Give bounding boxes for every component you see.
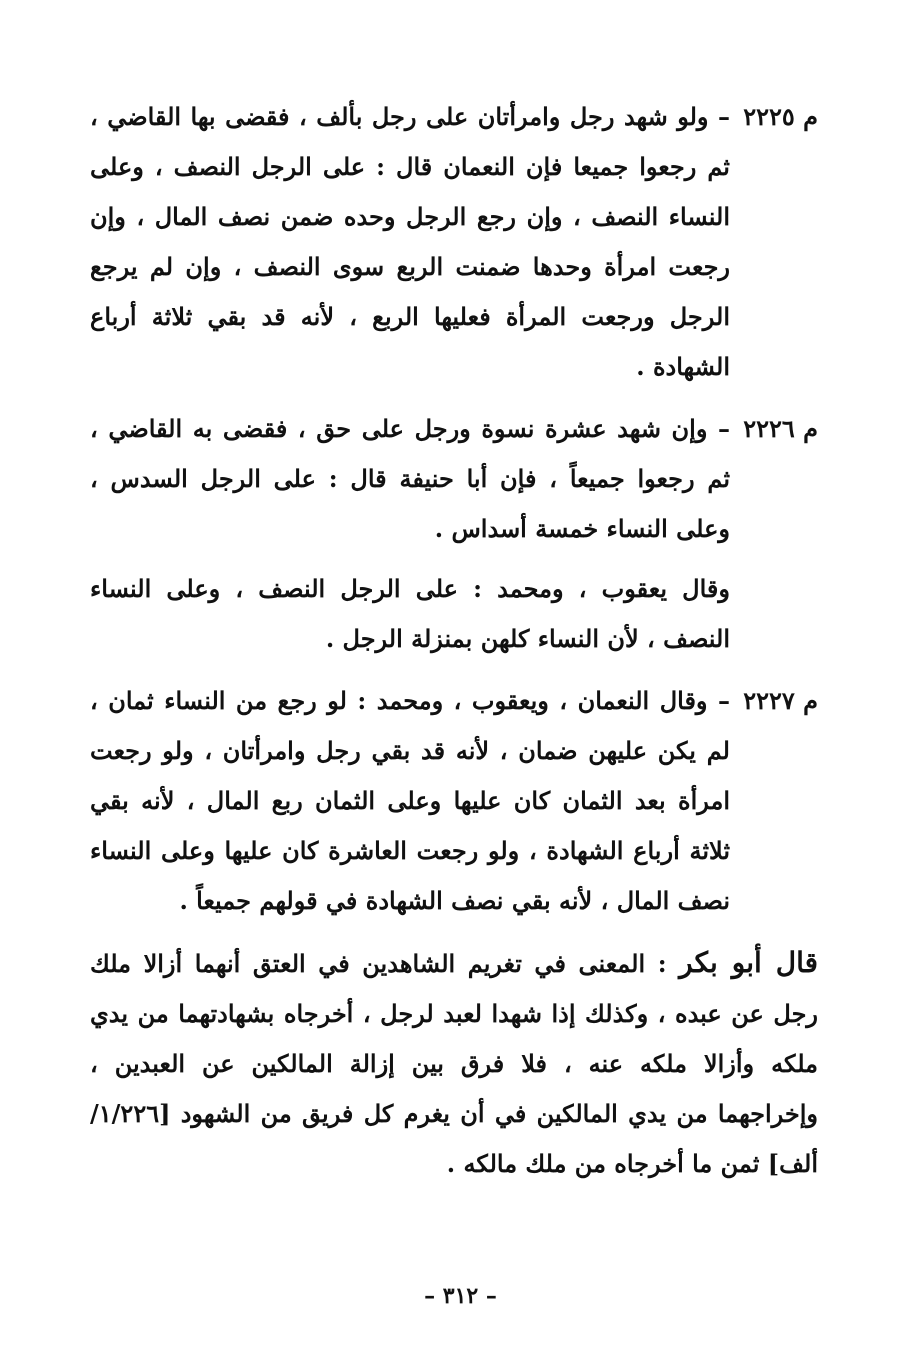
entry-continuation: وقال يعقوب ، ومحمد : على الرجل النصف ، وعلى النساء النصف ، لأن النساء كلهن بمنزلة الرجل . — [90, 574, 730, 653]
entry-number: م ٢٢٢٦ — [743, 414, 818, 443]
entry-text: – ولو شهد رجل وامرأتان على رجل بألف ، فقضى بها القاضي ، ثم رجعوا جميعا فإن النعمان قال : على الرجل النصف ، وعلى النساء النصف ، وإن رجع الرجل وحده ضمن نصف المال ، وإن رجعت امرأة وحدها ضمنت الربع سوى النصف ، وإن لم يرجع الرجل ورجعت المرأة فعليها الربع ، لأنه قد بقي ثلاثة أرباع الشهادة . — [90, 102, 730, 381]
commentary-text: : المعنى في تغريم الشاهدين في العتق أنهما أزالا ملك رجل عن عبده ، وكذلك إذا شهدا لعبد لرجل ، أخرجاه بشهادتهما من يدي ملكه وأزالا ملكه عنه ، فلا فرق بين إزالة المالكين عن العبدين ، وإخراجهما من يدي المالكين في أن يغرم كل فريق من الشهود [١/٢٢٦/ألف] ثمن ما أخرجاه من ملك مالكه . — [90, 949, 818, 1178]
entry-number: م ٢٢٢٥ — [743, 102, 818, 131]
entry-2225 — [90, 92, 818, 392]
entry-2226 — [90, 404, 818, 664]
page-number: – ٣١٢ – — [424, 1283, 497, 1309]
entry-2227 — [90, 676, 818, 926]
entry-text: – وقال النعمان ، ويعقوب ، ومحمد : لو رجع من النساء ثمان ، لم يكن عليهن ضمان ، لأنه قد بقي رجل وامرأتان ، ولو رجعت امرأة بعد الثمان كان عليها وعلى الثمان ربع المال ، لأنه بقي ثلاثة أرباع الشهادة ، ولو رجعت العاشرة كان عليها وعلى النساء نصف المال ، لأنه بقي نصف الشهادة في قولهم جميعاً . — [90, 686, 730, 915]
commentary-author: قال أبو بكر — [679, 946, 819, 979]
entry-text: – وإن شهد عشرة نسوة ورجل على حق ، فقضى به القاضي ، ثم رجعوا جميعاً ، فإن أبا حنيفة قال : على الرجل السدس ، وعلى النساء خمسة أسداس . — [90, 414, 730, 543]
commentary — [90, 938, 818, 1189]
commentary-paragraph — [90, 938, 818, 1189]
page-body — [90, 92, 818, 1201]
entry-number: م ٢٢٢٧ — [743, 686, 818, 715]
